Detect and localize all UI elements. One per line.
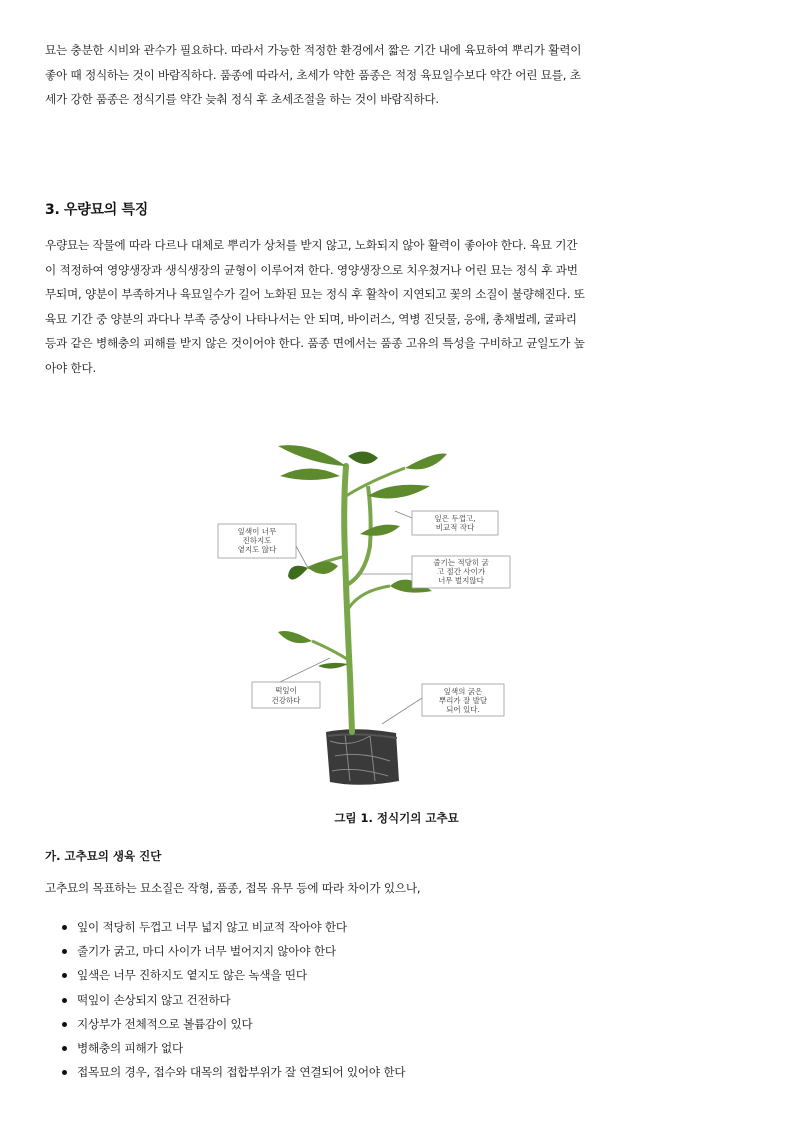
- list-item: 지상부가 전체적으로 볼륨감이 있다: [60, 1012, 405, 1036]
- label-cotyledon: [252, 682, 320, 708]
- text-line: 좋아 때 정식하는 것이 바람직하다. 품종에 따라서, 초세가 약한 품종은 적정 육묘일수보다 약간 어린 묘를, 초: [45, 67, 581, 82]
- pepper-seedling-figure: [200, 436, 520, 791]
- text-line: 등과 같은 병해충의 피해를 받지 않은 것이어야 한다. 품종 면에서는 품종 고유의 특성을 구비하고 균일도가 높: [45, 336, 585, 350]
- label-line: 떡잎이: [275, 686, 297, 695]
- text-line: 우량묘는 작물에 따라 다르나 대체로 뿌리가 상처를 받지 않고, 노화되지 않아 활력이 좋아야 한다. 육묘 기간: [45, 238, 578, 252]
- criteria-intro: 고추묘의 목표하는 묘소질은 작형, 품종, 접목 유무 등에 따라 차이가 있으나,: [45, 881, 421, 895]
- list-item: 줄기가 굵고, 마디 사이가 너무 벌어지지 않아야 한다: [60, 939, 405, 963]
- label-leaf-thick: [412, 511, 498, 535]
- text-line: 묘는 충분한 시비와 관수가 필요하다. 따라서 가능한 적정한 환경에서 짧은 기간 내에 육묘하여 뿌리가 활력이: [45, 43, 582, 57]
- label-line: 잎색의 굵은: [443, 687, 483, 696]
- list-item: 병해충의 피해가 없다: [60, 1036, 405, 1060]
- label-line: 되어 있다.: [446, 705, 480, 714]
- list-item: 접목묘의 경우, 접수와 대목의 접합부위가 잘 연결되어 있어야 한다: [60, 1060, 405, 1084]
- section-heading: 3. 우량묘의 특징: [45, 202, 148, 218]
- figure-caption: 그림 1. 정식기의 고추묘: [334, 811, 459, 825]
- subheading: 가. 고추묘의 생육 진단: [45, 849, 162, 863]
- label-line: 고 절간 사이가: [436, 567, 486, 576]
- label-line: 뿌리가 잘 발달: [438, 696, 488, 705]
- list-item: 떡잎이 손상되지 않고 건전하다: [60, 988, 405, 1012]
- list-item: 잎이 적당히 두껍고 너무 넓지 않고 비교적 작아야 한다: [60, 915, 405, 939]
- section-paragraph: [45, 233, 685, 380]
- root-ball: [326, 729, 399, 785]
- label-leaf-color: [218, 524, 296, 558]
- criteria-list: [60, 915, 405, 1084]
- label-root: [422, 684, 504, 716]
- label-line: 잎색이 너무: [237, 527, 277, 536]
- label-line: 너무 벌지않다: [438, 576, 484, 585]
- text-line: 아야 한다.: [45, 360, 96, 375]
- label-line: 비교적 작다: [435, 523, 475, 532]
- list-item: 잎색은 너무 진하지도 옅지도 않은 녹색을 띤다: [60, 963, 405, 987]
- text-line: 육묘 기간 중 양분의 과다나 부족 증상이 나타나서는 안 되며, 바이러스, 역병 진딧물, 응애, 총채벌레, 굴파리: [45, 311, 577, 326]
- label-line: 진하지도: [242, 536, 272, 545]
- label-stem: [412, 556, 510, 588]
- text-line: 세가 강한 품종은 정식기를 약간 늦춰 정식 후 초세조절을 하는 것이 바람직하다.: [45, 92, 439, 106]
- label-line: 옅지도 않다: [237, 545, 277, 554]
- intro-paragraph: [45, 38, 685, 112]
- label-line: 줄기는 적당히 굵: [433, 558, 489, 567]
- stem: [308, 466, 405, 732]
- text-line: 무되며, 양분이 부족하거나 육묘일수가 길어 노화된 묘는 정식 후 활착이 지연되고 꽃의 소질이 불량해진다. 또: [45, 287, 585, 301]
- label-line: 잎은 두껍고,: [434, 514, 476, 523]
- label-line: 건강하다: [271, 696, 301, 705]
- text-line: 이 적정하여 영양생장과 생식생장의 균형이 이루어져 한다. 영양생장으로 치우쳤거나 어린 묘는 정식 후 과번: [45, 262, 578, 277]
